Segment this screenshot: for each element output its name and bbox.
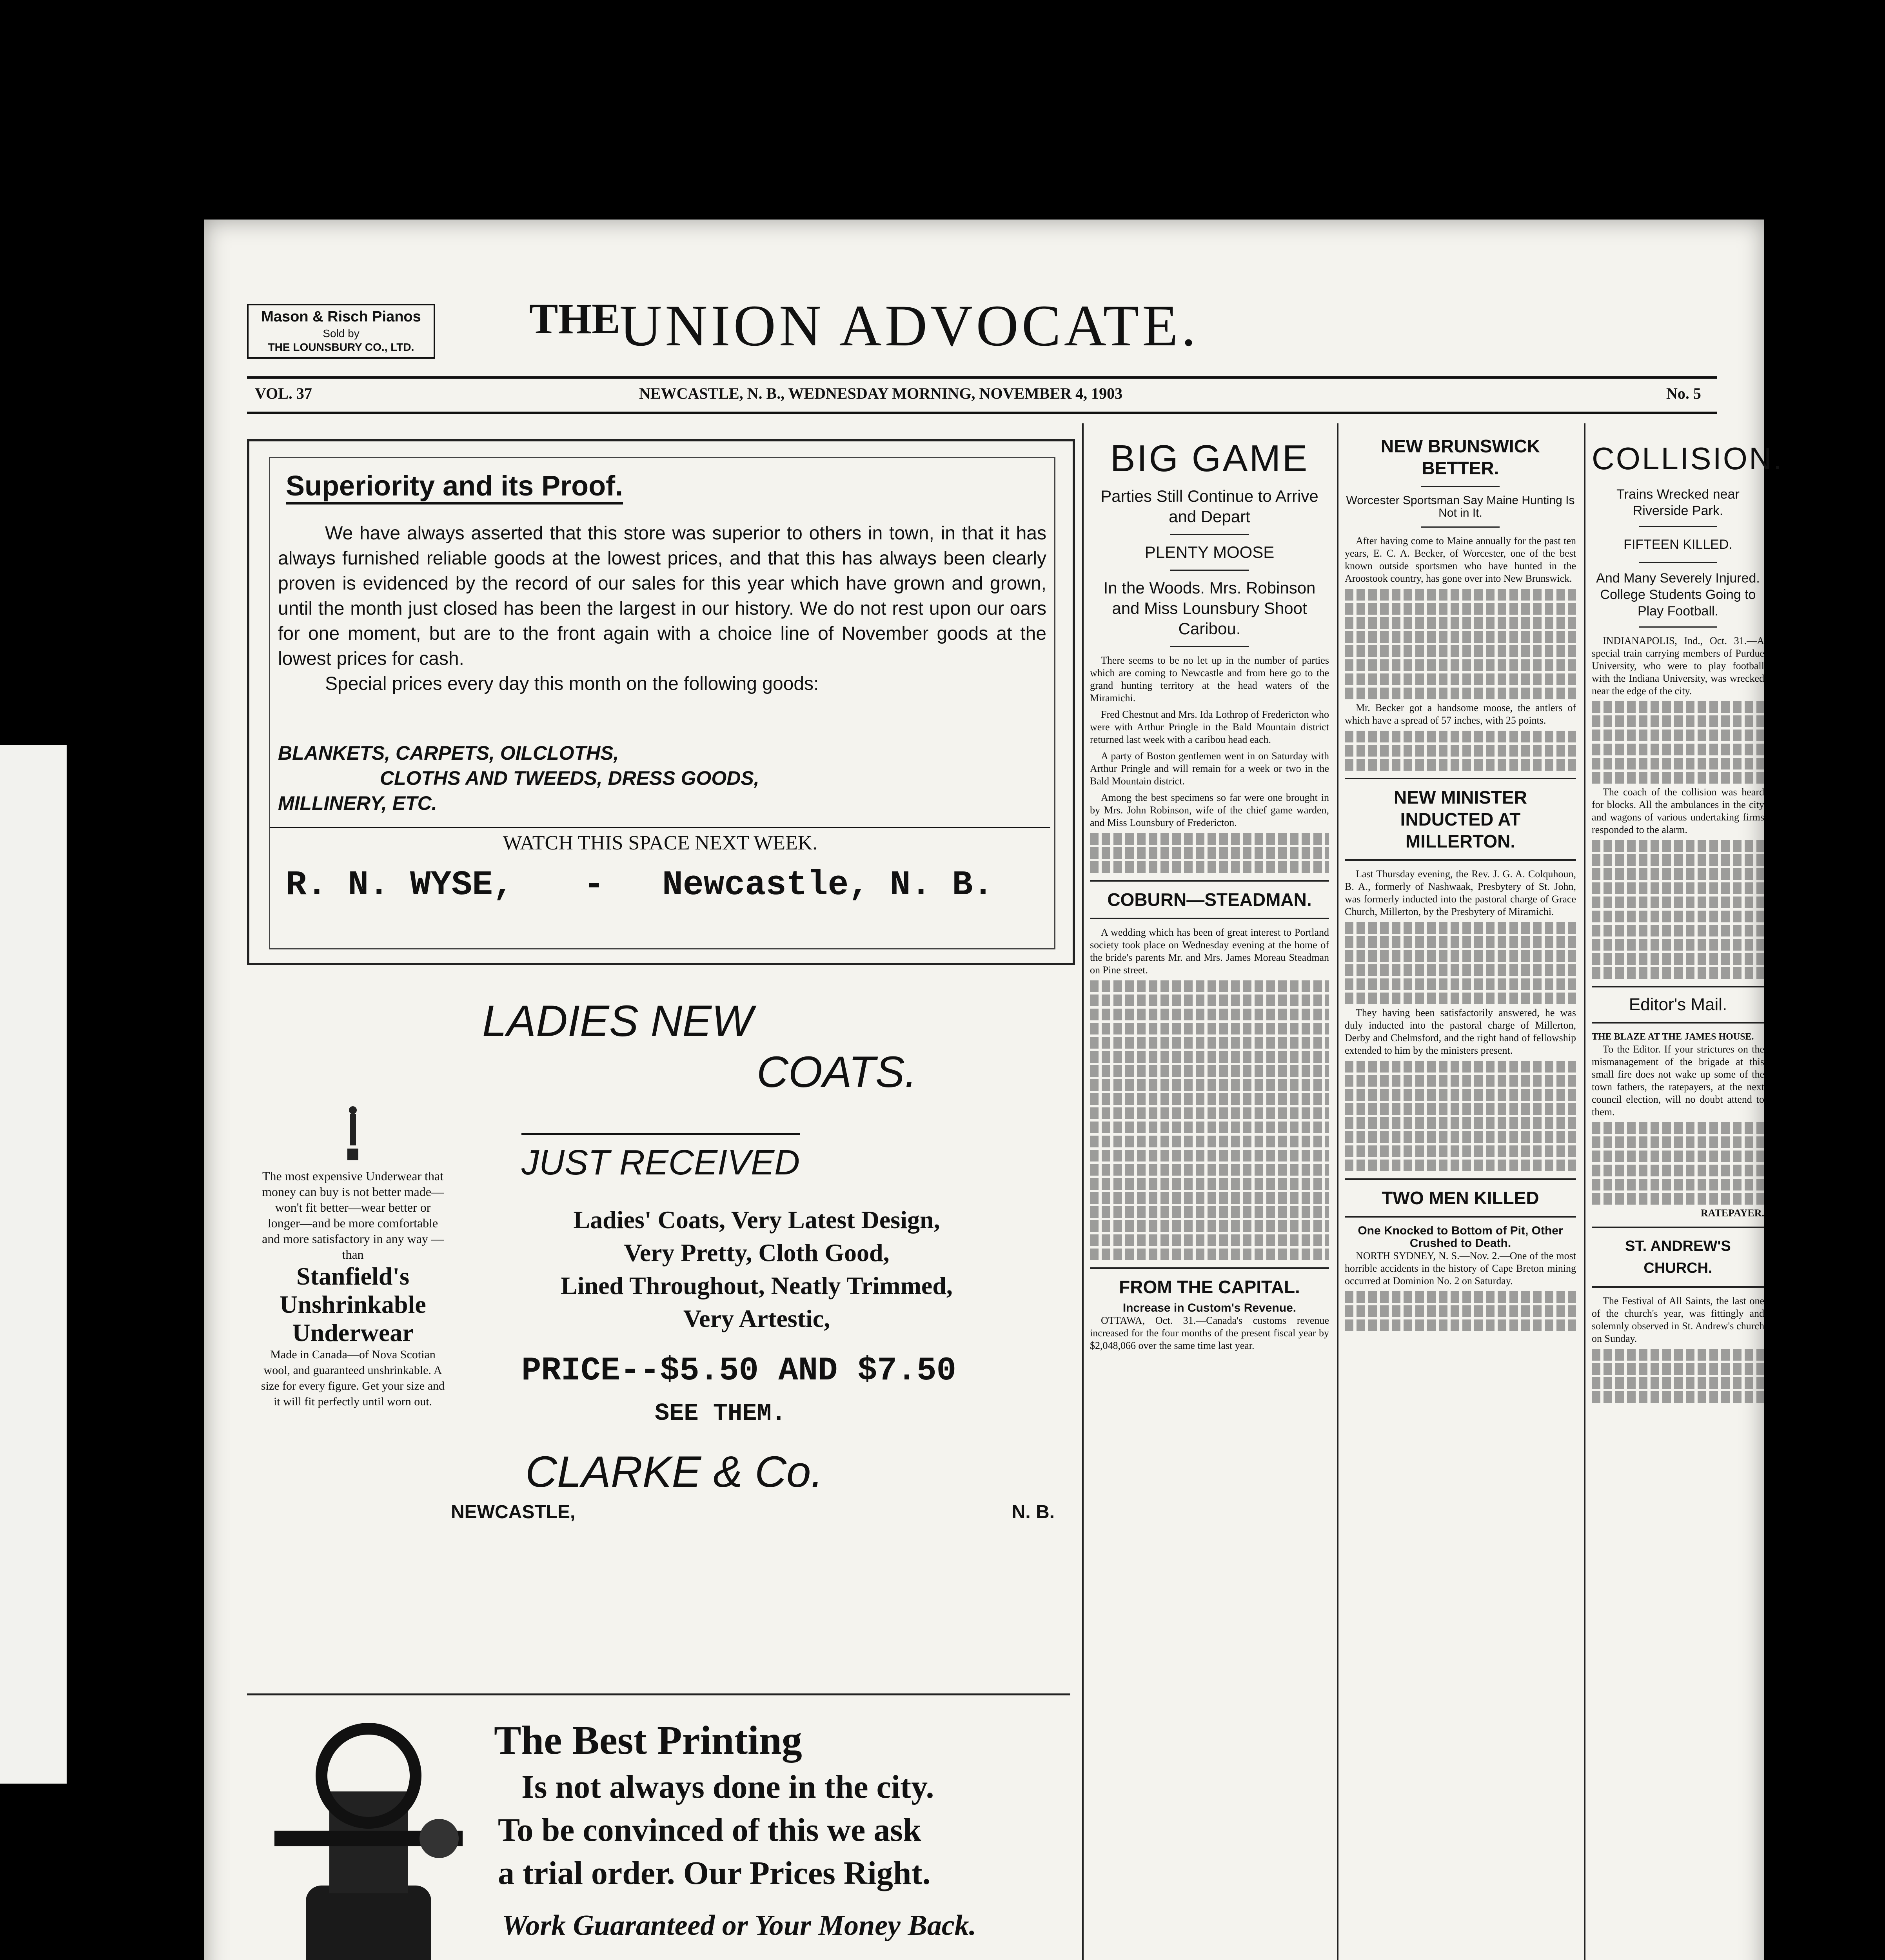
illegible-text xyxy=(1345,617,1576,629)
illegible-text xyxy=(1090,1164,1329,1176)
editors-mail-headline: Editor's Mail. xyxy=(1629,995,1727,1014)
clarke-location xyxy=(451,1501,1055,1523)
printing-guarantee: Work Guaranteed or Your Money Back. xyxy=(502,1909,977,1942)
illegible-text xyxy=(1090,1093,1329,1105)
printing-line-2: To be convinced of this we ask xyxy=(498,1812,921,1848)
illegible-text xyxy=(1592,744,1764,755)
wyse-body-text: We have always asserted that this store was superior to others in town, in that it has always furnished reliable goods at the lowest prices, and that this has always been clearly proven is evidenced by the record of our sales for this year which have grown and grown, until the month just closed has been the largest in our history. We do not rest upon our oars for one moment, but are to the front again with a choice line of November goods at the lowest prices for cash. xyxy=(278,523,1046,669)
blaze-headline: THE BLAZE AT THE JAMES HOUSE. xyxy=(1592,1032,1754,1042)
issue-number: No. 5 xyxy=(1666,385,1701,402)
newspaper-page xyxy=(204,220,1784,1960)
brunswick-para-5: NORTH SYDNEY, N. S.—Nov. 2.—One of the most horrible accidents in the history of Cape Breton mining occurred at Dominion No. 2 on Saturday. xyxy=(1345,1250,1576,1287)
wyse-goods-line1: BLANKETS, CARPETS, OILCLOTHS, xyxy=(278,742,619,764)
illegible-text xyxy=(1592,840,1764,852)
illegible-text xyxy=(1090,1023,1329,1034)
volume-number: VOL. 37 xyxy=(255,385,312,402)
stanfield-brand-3: Underwear xyxy=(292,1319,414,1347)
wyse-heading: Superiority and its Proof. xyxy=(286,470,623,505)
wyse-goods-line2: CLOTHS AND TWEEDS, DRESS GOODS, xyxy=(380,767,759,789)
column-new-brunswick xyxy=(1345,431,1576,1334)
big-game-para-6: OTTAWA, Oct. 31.—Canada's customs revenue increased for the four months of the present fiscal year by $2,048,066 over the same time last year. xyxy=(1090,1315,1329,1351)
big-game-para-4: Among the best specimens so far were one brought in by Mrs. John Robinson, wife of the chief game warden, and Miss Lounsbury of Fredericton. xyxy=(1090,792,1329,828)
brunswick-headline: NEW BRUNSWICK BETTER. xyxy=(1380,436,1540,478)
illegible-text xyxy=(1090,1150,1329,1161)
column-divider-1 xyxy=(1082,423,1084,1960)
brunswick-para-1: After having come to Maine annually for the past ten years, E. C. A. Becker, of Worcester, one of the best known outside sportsmen who have hunted in the Aroostook country, has gone over into New Brunswick. xyxy=(1345,535,1576,584)
wyse-watch-notice: WATCH THIS SPACE NEXT WEEK. xyxy=(270,827,1050,855)
wyse-sig-place: Newcastle, N. B. xyxy=(662,866,993,905)
illegible-text xyxy=(1592,758,1764,769)
collision-para-1: INDIANAPOLIS, Ind., Oct. 31.—A special train carrying members of Purdue University, who were to play football with the Indiana University, was wrecked near the edge of the city. xyxy=(1592,635,1764,697)
masthead-title: UNION ADVOCATE. xyxy=(619,293,1199,358)
clarke-see-them: SEE THEM. xyxy=(655,1399,786,1427)
illegible-text xyxy=(1345,659,1576,671)
divider xyxy=(1639,526,1717,527)
illegible-text xyxy=(1090,1234,1329,1246)
illegible-text xyxy=(1592,967,1764,979)
wyse-advertisement xyxy=(247,439,1075,965)
rule xyxy=(1090,918,1329,919)
illegible-text xyxy=(1090,1051,1329,1063)
illegible-text xyxy=(1345,993,1576,1004)
clarke-ladies-new: LADIES NEW xyxy=(482,996,753,1045)
illegible-text xyxy=(1592,1136,1764,1148)
wyse-goods-list xyxy=(278,740,1046,816)
illegible-text xyxy=(1592,1377,1764,1389)
illegible-text xyxy=(1090,1107,1329,1119)
illegible-text xyxy=(1345,673,1576,685)
divider xyxy=(1639,626,1717,628)
illegible-text xyxy=(1345,1305,1576,1317)
rule xyxy=(1592,1227,1764,1228)
column-collision xyxy=(1592,431,1784,1405)
illegible-text xyxy=(1592,1349,1764,1361)
illegible-text xyxy=(1592,868,1764,880)
figure-statue-icon xyxy=(346,1105,360,1164)
illegible-text xyxy=(1592,939,1764,951)
ratepayer-signature: RATEPAYER. xyxy=(1700,1207,1764,1219)
illegible-text xyxy=(1345,759,1576,771)
stanfield-brand-2: Unshrinkable xyxy=(280,1290,426,1318)
column-big-game xyxy=(1090,431,1329,1356)
illegible-text xyxy=(1345,978,1576,990)
illegible-text xyxy=(1592,730,1764,741)
illegible-text xyxy=(1090,1009,1329,1020)
illegible-text xyxy=(1592,1122,1764,1134)
printing-line-1: Is not always done in the city. xyxy=(521,1769,934,1805)
clarke-firm: CLARKE & Co. xyxy=(525,1447,823,1496)
illegible-text xyxy=(1090,847,1329,859)
divider xyxy=(1170,534,1249,535)
wyse-goods-line3: MILLINERY, ETC. xyxy=(278,792,437,814)
illegible-text xyxy=(1090,980,1329,992)
illegible-text xyxy=(1345,1061,1576,1073)
illegible-text xyxy=(1090,1136,1329,1147)
clarke-province: N. B. xyxy=(1012,1502,1055,1523)
brunswick-deck: Worcester Sportsman Say Maine Hunting Is Not in It. xyxy=(1346,494,1575,519)
collision-para-4: The Festival of All Saints, the last one of the church's year, was fittingly and solemnly observed in St. Andrew's church on Sunday. xyxy=(1592,1295,1764,1344)
capital-deck: Increase in Custom's Revenue. xyxy=(1122,1301,1297,1314)
wyse-body xyxy=(278,521,1046,697)
illegible-text xyxy=(1592,1151,1764,1162)
illegible-text xyxy=(1090,995,1329,1006)
illegible-text xyxy=(1345,1117,1576,1129)
illegible-text xyxy=(1345,631,1576,643)
illegible-text xyxy=(1345,731,1576,742)
clarke-feature-2: Very Pretty, Cloth Good, xyxy=(624,1239,890,1267)
divider xyxy=(1421,486,1500,487)
illegible-text xyxy=(1592,911,1764,922)
printing-advertisement xyxy=(247,1701,1070,1960)
brunswick-para-4: They having been satisfactorily answered, he was duly inducted into the pastoral charge of Millerton, Derby and Chelmsford, and the right hand of fellowship extended to him by the ministers present. xyxy=(1345,1007,1576,1056)
collision-deck-2: FIFTEEN KILLED. xyxy=(1623,537,1732,552)
collision-para-3: To the Editor. If your strictures on the mismanagement of the brigade at this small fire does not wake up some of the town fathers, the ratepayers, at the next council election, will no doubt attend to them. xyxy=(1592,1044,1764,1118)
illegible-text xyxy=(1345,1075,1576,1087)
illegible-text xyxy=(1345,1103,1576,1115)
stanfield-brand-1: Stanfield's xyxy=(296,1262,410,1290)
masthead-rule-bottom xyxy=(247,412,1717,414)
illegible-text xyxy=(1592,701,1764,713)
mason-line1: Mason & Risch Pianos xyxy=(261,309,421,325)
illegible-text xyxy=(1345,950,1576,962)
wyse-inner-border xyxy=(269,457,1055,949)
wyse-sig-name: R. N. WYSE, xyxy=(286,866,514,905)
two-men-headline: TWO MEN KILLED xyxy=(1382,1188,1539,1208)
dateline: NEWCASTLE, N. B., WEDNESDAY MORNING, NOVEMBER 4, 1903 xyxy=(639,385,1123,402)
clarke-coats: COATS. xyxy=(757,1047,917,1096)
illegible-text xyxy=(1090,861,1329,873)
illegible-text xyxy=(1090,1178,1329,1190)
masthead-rule-top xyxy=(247,376,1717,379)
illegible-text xyxy=(1345,922,1576,934)
brunswick-para-3: Last Thursday evening, the Rev. J. G. A. Colquhoun, B. A., formerly of Nashwaak, Presbytery of St. John, was formerly inducted into the pastoral charge of Grace Church, Millerton, by the Presbytery of Miramichi. xyxy=(1345,868,1576,917)
illegible-text xyxy=(1345,936,1576,948)
illegible-text xyxy=(1090,1206,1329,1218)
illegible-text xyxy=(1090,1192,1329,1204)
clarke-feature-4: Very Artestic, xyxy=(683,1305,830,1332)
mason-line3: THE LOUNSBURY CO., LTD. xyxy=(268,341,414,353)
illegible-text xyxy=(1592,925,1764,936)
printing-press-icon xyxy=(274,1721,463,1960)
rule xyxy=(1592,986,1764,987)
illegible-text xyxy=(1345,603,1576,615)
illegible-text xyxy=(1592,1165,1764,1176)
column-divider-3 xyxy=(1584,423,1585,1960)
divider xyxy=(1421,526,1500,528)
volume-bar xyxy=(247,384,1717,408)
wyse-sig-dash: - xyxy=(584,866,605,905)
wyse-special: Special prices every day this month on the following goods: xyxy=(325,673,819,694)
big-game-deck-1: Parties Still Continue to Arrive and Depart xyxy=(1100,487,1318,526)
mason-risch-box xyxy=(247,304,435,359)
big-game-deck-3: In the Woods. Mrs. Robinson and Miss Lounsbury Shoot Caribou. xyxy=(1103,579,1316,638)
rule xyxy=(1592,1022,1764,1024)
collision-para-2: The coach of the collision was heard for blocks. All the ambulances in the city and wagons of various undertaking firms responded to the alarm. xyxy=(1592,786,1764,835)
coburn-headline: COBURN—STEADMAN. xyxy=(1107,889,1312,910)
big-game-para-2: Fred Chestnut and Mrs. Ida Lothrop of Fredericton who were with Arthur Pringle in the Bald Mountain district returned last week with a caribou head each. xyxy=(1090,709,1329,745)
two-men-deck: One Knocked to Bottom of Pit, Other Crushed to Death. xyxy=(1358,1224,1563,1250)
st-andrews-headline: ST. ANDREW'S CHURCH. xyxy=(1625,1238,1731,1276)
rule xyxy=(1345,1178,1576,1180)
illegible-text xyxy=(1592,1391,1764,1403)
illegible-text xyxy=(1345,589,1576,601)
rule xyxy=(1345,859,1576,861)
printing-line-3: a trial order. Our Prices Right. xyxy=(498,1855,931,1891)
big-game-para-3: A party of Boston gentlemen went in on Saturday with Arthur Pringle and will remain for a week or two in the Bald Mountain district. xyxy=(1090,750,1329,787)
rule xyxy=(1345,778,1576,779)
illegible-text xyxy=(1345,1291,1576,1303)
illegible-text xyxy=(1592,897,1764,908)
printing-heading: The Best Printing xyxy=(494,1718,802,1763)
illegible-text xyxy=(1345,1131,1576,1143)
masthead-the: THE xyxy=(529,295,621,343)
big-game-headline: BIG GAME xyxy=(1110,437,1309,479)
illegible-text xyxy=(1592,772,1764,784)
illegible-text xyxy=(1592,882,1764,894)
mason-line2: Sold by xyxy=(323,327,360,339)
illegible-text xyxy=(1592,953,1764,965)
stanfield-advertisement xyxy=(259,1105,447,1410)
rule xyxy=(1345,1216,1576,1218)
divider xyxy=(1170,570,1249,571)
collision-headline: COLLISION. xyxy=(1592,441,1784,476)
illegible-text xyxy=(1592,854,1764,866)
rule xyxy=(1592,1286,1764,1288)
divider xyxy=(1170,646,1249,647)
clarke-feature-3: Lined Throughout, Neatly Trimmed, xyxy=(561,1272,953,1299)
brunswick-para-2: Mr. Becker got a handsome moose, the antlers of which have a spread of 57 inches, with 25 points. xyxy=(1345,702,1576,726)
divider xyxy=(1639,562,1717,563)
illegible-text xyxy=(1090,1249,1329,1260)
illegible-text xyxy=(1345,645,1576,657)
big-game-para-1: There seems to be no let up in the number of parties which are coming to Newcastle and from here go to the grand hunting territory at the head waters of the Miramichi. xyxy=(1090,655,1329,704)
illegible-text xyxy=(1090,1220,1329,1232)
illegible-text xyxy=(1345,1089,1576,1101)
illegible-text xyxy=(1345,1160,1576,1171)
illegible-text xyxy=(1592,1193,1764,1205)
illegible-text xyxy=(1592,715,1764,727)
scanner-edge-strip xyxy=(0,745,67,1784)
big-game-para-5: A wedding which has been of great interest to Portland society took place on Wednesday evening at the home of the bride's parents Mr. and Mrs. James Moreau Steadman on Pine street. xyxy=(1090,927,1329,976)
collision-deck-1: Trains Wrecked near Riverside Park. xyxy=(1616,487,1740,518)
illegible-text xyxy=(1592,1179,1764,1191)
illegible-text xyxy=(1345,1145,1576,1157)
clarke-features xyxy=(451,1203,1062,1335)
illegible-text xyxy=(1090,833,1329,845)
illegible-text xyxy=(1592,1363,1764,1375)
capital-headline: FROM THE CAPITAL. xyxy=(1119,1277,1300,1297)
illegible-text xyxy=(1090,1122,1329,1133)
clarke-feature-1: Ladies' Coats, Very Latest Design, xyxy=(573,1206,940,1234)
rule xyxy=(1090,880,1329,882)
illegible-text xyxy=(1345,745,1576,757)
illegible-text xyxy=(1345,688,1576,699)
stanfield-detail: Made in Canada—of Nova Scotian wool, and guaranteed unshrinkable. A size for every figure. Get your size and it will fit perfectly until worn out. xyxy=(261,1348,445,1408)
illegible-text xyxy=(1090,1065,1329,1077)
illegible-text xyxy=(1345,964,1576,976)
illegible-text xyxy=(1090,1079,1329,1091)
illegible-text xyxy=(1090,1037,1329,1049)
minister-headline: NEW MINISTER INDUCTED AT MILLERTON. xyxy=(1394,787,1527,851)
big-game-deck-2: PLENTY MOOSE xyxy=(1144,543,1275,561)
column-divider-2 xyxy=(1337,423,1338,1960)
collision-deck-3: And Many Severely Injured. College Students Going to Play Football. xyxy=(1596,571,1760,619)
clarke-advertisement xyxy=(247,988,1070,1695)
clarke-just-received: JUST RECEIVED xyxy=(521,1133,800,1183)
stanfield-intro: The most expensive Underwear that money can buy is not better made—won't fit better—wear better or longer—and be more comfortable and more satisfactory in any way —than xyxy=(262,1169,444,1261)
illegible-text xyxy=(1345,1319,1576,1331)
clarke-place: NEWCASTLE, xyxy=(451,1502,576,1523)
rule xyxy=(1090,1267,1329,1269)
clarke-price: PRICE--$5.50 AND $7.50 xyxy=(521,1352,956,1390)
